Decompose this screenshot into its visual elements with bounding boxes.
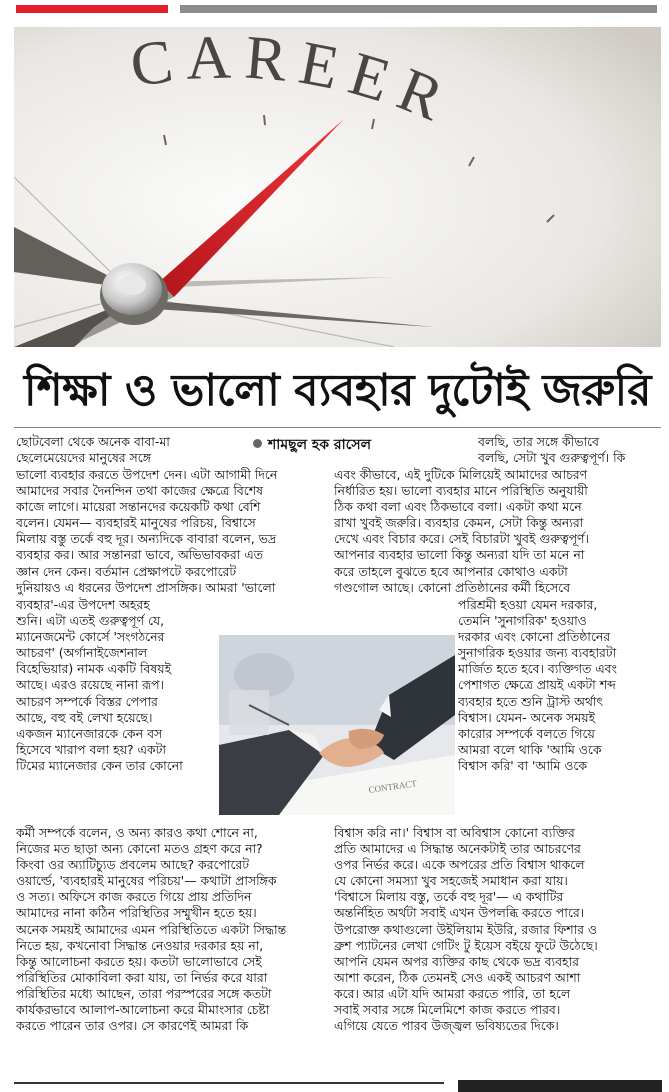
footer-rule — [14, 1082, 444, 1084]
column-two-middle: পরিশ্রমী হওয়া যেমন দরকার, তেমনি 'সুনাগরিক' হওয়াও দরকার এবং কোনো প্রতিষ্ঠানের সুনাগরিক হওয়ার জন্য ব্যবহারটা মার্জিত হতে হবে। ব্যক্তিগত এবং পেশাগত ক্ষেত্রে প্রায়ই একটা শব্দ ব্যবহার হতে শুনি ট্রাস্ট অর্থাৎ বিশ্বাস। যেমন- অনেক সময়ই কারোর সম্পর্কে বলতে গিয়ে আমরা বলে থাকি 'আমি ওকে বিশ্বাস করি' বা 'আমি ওকে — [458, 597, 617, 773]
body-paragraph-one: ভালো ব্যবহার করতে উপদেশ দেন। এটা আগামী দিনে আমাদের সবার দৈনন্দিন তথা কাজের ক্ষেত্রে বিশেষ কাজে লাগে। মায়েরা সন্তানদের কয়েকটি কথা বেশি বলেন। যেমন— ব্যবহারই মানুষের পরিচয়, বিশ্বাসে মিলায় বস্তু তর্কে বহু দূর। অন্যদিকে বাবারা বলেন, ভদ্র ব্যবহার কর। আর সন্তানরা ভাবে, অভিভাবকরা এত জ্ঞান দেন কেন। বর্তমান প্রেক্ষাপটে করপোরেট দুনিয়ায়ও এ ধরনের উপদেশ প্রাসঙ্গিক। আমরা 'ভালো — [16, 467, 278, 595]
column-two-top: বলছি, তার সঙ্গে কীভাবে বলছি, সেটা খুব গুরুত্বপূর্ণ। কি — [478, 434, 626, 466]
column-one-bottom: কর্মী সম্পর্কে বলেন, ও অন্য কারও কথা শোনে না, নিজের মত ছাড়া অন্য কোনো মতও গ্রহণ করে না? কিংবা ওর অ্যাটিচ্যুড প্রবলেম আছে? করপোরেট ওয়ার্ল্ডে, 'ব্যবহারই মানুষের পরিচয়'— কথাটা প্রাসঙ্গিক ও সত্য। অফিসে কাজ করতে গিয়ে প্রায় প্রতিদিন আমাদের নানা কঠিন পরিস্থিতির সম্মুখীন হতে হয়। অনেক সময়ই আমাদের এমন পরিস্থিতিতে একটা সিদ্ধান্ত নিতে হয়, কখনোবা সিদ্ধান্ত নেওয়ার দরকার হয় না, কিন্তু আলোচনা করতে হয়। কতটা ভালোভাবে সেই পরিস্থিতির মোকাবিলা করা যায়, তা নির্ভর করে যারা পরিস্থিতির মধ্যে আছেন, তারা পরস্পরের সঙ্গে কতটা কার্যকরভাবে আলাপ-আলোচনা করে মীমাংসার চেষ্টা করতে পারেন তার ওপর। সে কারণেই আমরা কি — [16, 825, 287, 1034]
article-headline: শিক্ষা ও ভালো ব্যবহার দুটোই জরুরি — [24, 365, 651, 416]
top-accent-bar-grey — [180, 5, 657, 13]
bullet-icon — [253, 439, 262, 448]
author-name: শামছুল হক রাসেল — [268, 437, 371, 453]
column-one-top: ছোটবেলা থেকে অনেক বাবা-মা ছেলেমেয়েদের মানুষের সঙ্গে — [16, 434, 170, 466]
handshake-photo — [219, 635, 455, 815]
svg-text:CONTRACT: CONTRACT — [367, 778, 418, 795]
body-paragraph-two: এবং কীভাবে, এই দুটিকে মিলিয়েই আমাদের আচরণ নির্ধারিত হয়। ভালো ব্যবহার মানে পরিস্থিতি অনুযায়ী ঠিক কথা বলা এবং ঠিকভাবে বলা। একটা কথা মনে রাখা খুবই জরুরি। ব্যবহার কেমন, সেটা কিন্তু অন্যরা দেখে এবং বিচার করে। সেই বিচারটা খুবই গুরুত্বপূর্ণ। আপনার ব্যবহার ভালো কিন্তু অন্যরা যদি তা মনে না করে তাহলে বুঝতে হবে আপনার কোথাও একটা গণ্ডগোল আছে। কোনো প্রতিষ্ঠানের কর্মী হিসেবে — [334, 467, 589, 595]
compass-icon — [14, 27, 661, 347]
headline-divider — [14, 427, 661, 428]
byline — [253, 433, 463, 457]
svg-text:CAREER: CAREER — [126, 27, 464, 139]
column-one-middle: ব্যবহার'-এর উপদেশ অহরহ শুনি। এটা এতই গুরুত্বপূর্ণ যে, ম্যানেজমেন্ট কোর্সে 'সংগঠনের আচরণ' (অর্গানাইজেশনাল বিহেভিয়ার) নামক একটি বিষয়ই আছে। এরও রয়েছে নানা রূপ। আচরণ সম্পর্কে বিস্তর পেপার আছে, বহু বই লেখা হয়েছে। একজন ম্যানেজারকে কেন বস হিসেবে খারাপ বলা হয়? একটা টিমের ম্যানেজার কেন তার কোনো — [16, 597, 183, 773]
hero-compass-image — [14, 27, 661, 347]
top-accent-bar-red — [16, 5, 168, 13]
footer-section-tag — [458, 1080, 662, 1092]
handshake-icon — [219, 635, 455, 815]
column-two-bottom: বিশ্বাস করি না।' বিশ্বাস বা অবিশ্বাস কোনো ব্যক্তির প্রতি আমাদের এ সিদ্ধান্ত অনেকটাই তার আচরণের ওপর নির্ভর করে। একে অপরের প্রতি বিশ্বাস থাকলে যে কোনো সমস্যা খুব সহজেই সমাধান করা যায়। 'বিশ্বাসে মিলায় বস্তু, তর্কে বহু দূর'— এ কথাটির অন্তর্নিহিত অর্থটা সবাই এখন উপলব্ধি করতে পারে। উপরোক্ত কথাগুলো উইলিয়াম ইউরি, রজার ফিশার ও ব্রুশ প্যাটনের লেখা গেটিং টু ইয়েস বইয়ে ফুটে উঠেছে। আপনি যেমন অপর ব্যক্তির কাছ থেকে ভদ্র ব্যবহার আশা করেন, ঠিক তেমনই সেও একই আচরণ আশা করে। আর এটা যদি আমরা করতে পারি, তা হলে সবাই সবার সঙ্গে মিলেমিশে কাজ করতে পারব। এগিয়ে যেতে পারব উজ্জ্বল ভবিষ্যতের দিকে। — [334, 825, 598, 1034]
